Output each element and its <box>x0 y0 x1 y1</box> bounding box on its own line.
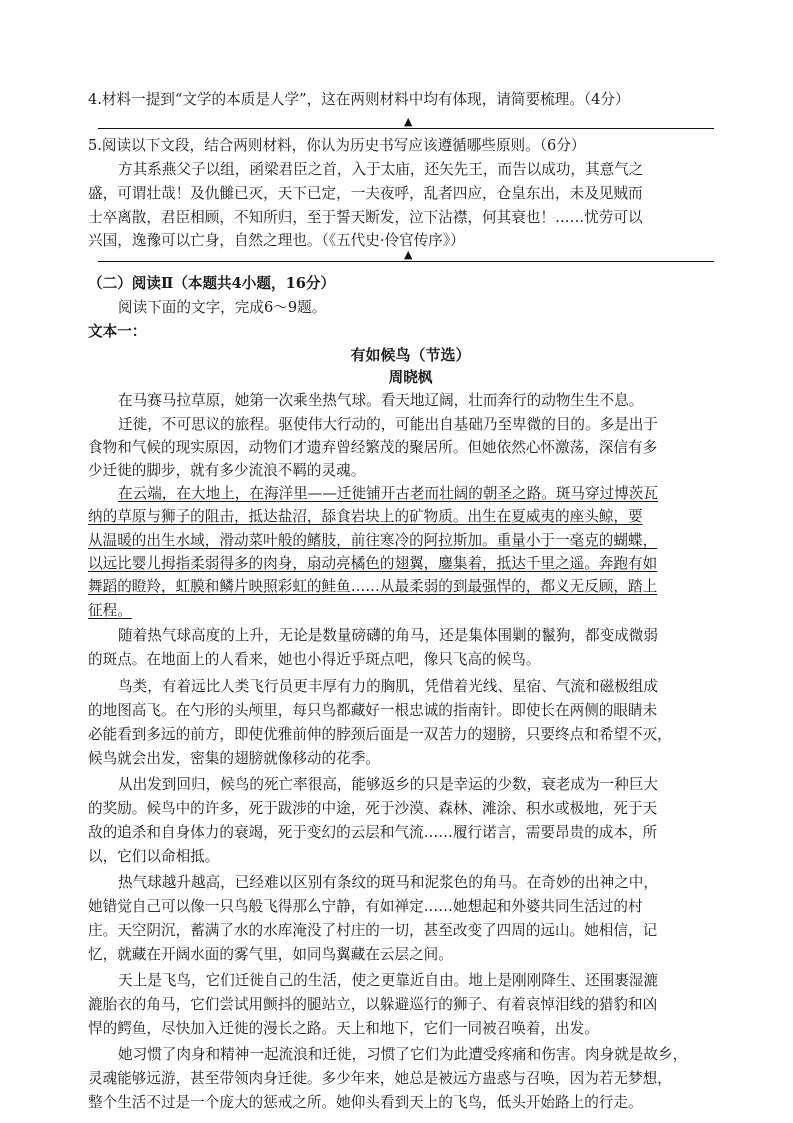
question-5: 5.阅读以下文段，结合两则材料，你认为历史书写应该遵循哪些原则。（6分） <box>88 137 586 154</box>
article-line: 从出发到回归，候鸟的死亡率很高，能够返乡的只是幸运的少数，衰老成为一种巨大 <box>118 776 658 793</box>
q5-passage-line: 士卒离散，君臣相顾，不知所归，至于誓天断发，泣下沾襟，何其衰也！……忧劳可以 <box>88 209 643 226</box>
answer-divider <box>98 128 714 129</box>
answer-area-marker: ▲ <box>404 115 413 128</box>
section-header: （二）阅读Ⅱ（本题共4小题，16分） <box>88 275 336 292</box>
article-author: 周晓枫 <box>388 369 433 386</box>
article-line: 热气球越升越高，已经难以区别有条纹的斑马和泥浆色的角马。在奇妙的出神之中， <box>118 874 658 891</box>
article-line: 悍的鳄鱼，尽快加入迁徙的漫长之路。天上和地下，它们一同被召唤着，出发。 <box>88 1020 599 1037</box>
q5-passage-line: 盛，可谓壮哉！及仇雠已灭，天下已定，一夫夜呼，乱者四应，仓皇东出，未及见贼而 <box>88 185 643 202</box>
article-line: 整个生活不过是一个庞大的惩戒之所。她仰头看到天上的飞鸟，低头开始路上的行走。 <box>88 1094 643 1111</box>
article-line: 随着热气球高度的上升，无论是数量磅礴的角马，还是集体围剿的鬣狗，都变成微弱 <box>118 627 658 644</box>
article-line: 候鸟就会出发，密集的翅膀就像移动的花季。 <box>88 750 380 767</box>
q5-passage-line: 方其系燕父子以组，函梁君臣之首，入于太庙，还矢先王，而告以成功，其意气之 <box>118 161 644 178</box>
underlined-line: 舞蹈的瞪羚，虹膜和鳞片映照彩虹的鲑鱼……从最柔弱的到最强悍的，都义无反顾，踏上 <box>88 578 658 595</box>
section-instruction: 阅读下面的文字，完成6～9题。 <box>118 299 327 316</box>
article-line: 的奖励。候鸟中的许多，死于跋涉的中途，死于沙漠、森林、滩涂、积水或极地，死于天 <box>88 800 658 817</box>
article-line: 少迁徙的脚步，就有多少流浪不羁的灵魂。 <box>88 462 366 479</box>
article-line: 迁徙，不可思议的旅程。驱使伟大行动的，可能出自基础乃至卑微的目的。多是出于 <box>118 416 658 433</box>
underlined-line: 征程。 <box>88 602 132 619</box>
article-line: 敌的追杀和自身体力的衰竭，死于变幻的云层和气流……履行诺言，需要昂贵的成本，所 <box>88 824 658 841</box>
article-line: 灵魂能够远游，甚至带领肉身迁徙。多少年来，她总是被远方蛊惑与召唤，因为若无梦想， <box>88 1070 672 1087</box>
article-line: 必能看到多远的前方，即使优雅前伸的脖颈后面是一双苦力的翅膀，只要终点和希望不灭， <box>88 726 672 743</box>
article-line: 食物和气候的现实原因，动物们才遗弃曾经繁茂的聚居所。但她依然心怀激荡，深信有多 <box>88 439 658 456</box>
article-line: 她习惯了肉身和精神一起流浪和迁徙，习惯了它们为此遭受疼痛和伤害。肉身就是故乡， <box>118 1046 688 1063</box>
article-title: 有如候鸟（节选） <box>350 346 471 364</box>
article-line: 鸟类，有着远比人类飞行员更丰厚有力的胸肌，凭借着光线、星宿、气流和磁极组成 <box>118 678 658 695</box>
article-line: 天上是飞鸟，它们迁徙自己的生活，使之更靠近自由。地上是刚刚降生、还围裹湿漉 <box>118 972 658 989</box>
q5-passage-line: 兴国，逸豫可以亡身，自然之理也。（《五代史·伶官传序》） <box>88 232 465 249</box>
underlined-line: 在云端，在大地上，在海洋里——迁徙铺开古老而壮阔的朝圣之路。斑马穿过博茨瓦 <box>118 485 658 502</box>
article-line: 忆，就藏在开阔水面的雾气里，如同鸟翼藏在云层之间。 <box>88 946 453 963</box>
article-line: 在马赛马拉草原，她第一次乘坐热气球。看天地辽阔，壮而奔行的动物生生不息。 <box>118 392 644 409</box>
article-line: 漉胎衣的角马，它们尝试用颤抖的腿站立，以躲避巡行的狮子、有着哀悼泪线的猎豹和凶 <box>88 996 658 1013</box>
text-label: 文本一： <box>88 323 147 340</box>
answer-area-marker: ▲ <box>404 248 413 261</box>
article-line: 的斑点。在地面上的人看来，她也小得近乎斑点吧，像只飞高的候鸟。 <box>88 651 541 668</box>
article-line: 她错觉自己可以像一只鸟般飞得那么宁静，有如禅定……她想起和外婆共同生活过的村 <box>88 898 643 915</box>
underlined-line: 从温暖的出生水域，滑动菜叶般的鳍肢，前往寒冷的阿拉斯加。重量小于一毫克的蝴蝶， <box>88 532 658 549</box>
article-line: 的地图高飞。在勺形的头颅里，每只鸟都藏好一根忠诚的指南针。即使长在两侧的眼睛未 <box>88 702 658 719</box>
question-4: 4.材料一提到“文学的本质是人学”，这在两则材料中均有体现，请简要梳理。（4分） <box>88 91 630 108</box>
underlined-line: 以远比婴儿拇指柔弱得多的肉身，扇动亮橘色的翅翼，鏖集着，抵达千里之遥。奔跑有如 <box>88 555 658 572</box>
underlined-line: 纳的草原与狮子的阻击，抵达盐沼，舔食岩块上的矿物质。出生在夏威夷的座头鲸，要 <box>88 508 643 525</box>
article-line: 庄。天空阴沉，蓄满了水的水库淹没了村庄的一切，甚至改变了四周的远山。她相信，记 <box>88 922 658 939</box>
answer-divider <box>98 261 714 262</box>
article-line: 以，它们以命相抵。 <box>88 848 220 865</box>
